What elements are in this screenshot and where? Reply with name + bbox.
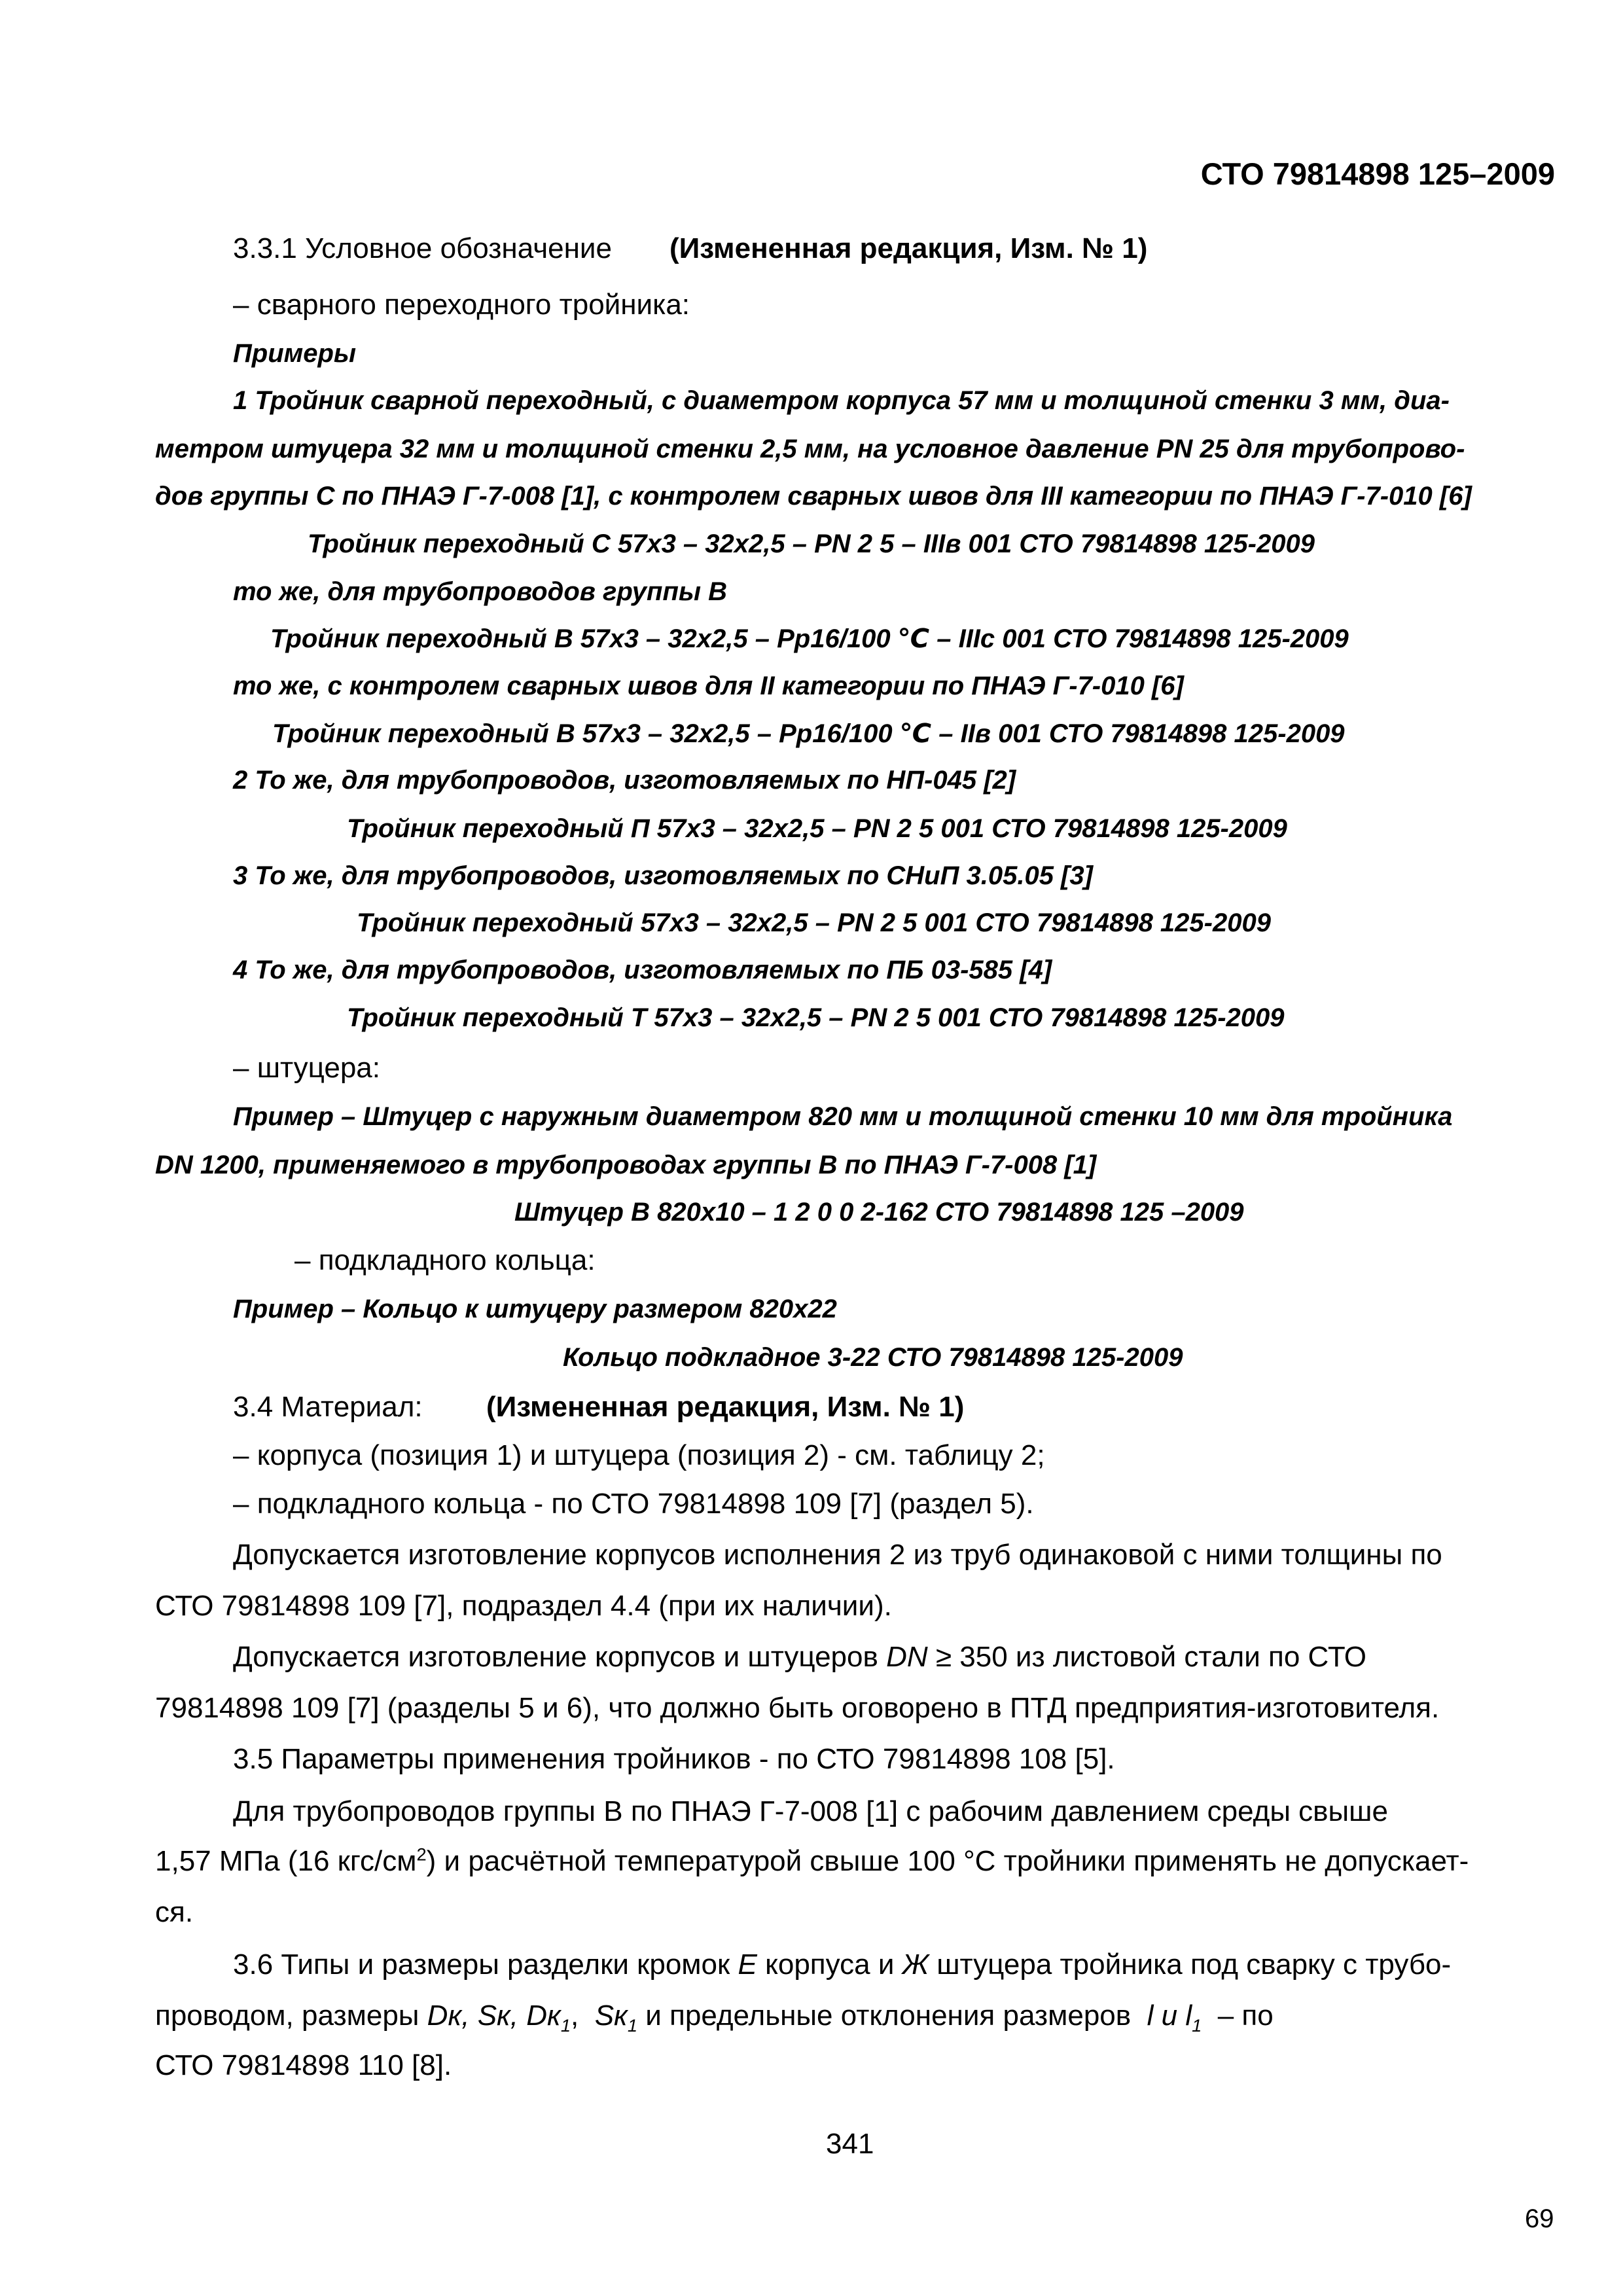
dim-dk: Dк, — [427, 2000, 470, 2032]
document-code: СТО 79814898 125–2009 — [1200, 156, 1555, 191]
material-item-ring: – подкладного кольца - по СТО 79814898 109 [7] (раздел 5). — [233, 1488, 1034, 1520]
designation-5: Тройник переходный 57х3 – 32х2,5 – PN 2 5 001 СТО 79814898 125-2009 — [357, 908, 1271, 937]
material-paragraph-2-line-1 — [233, 1643, 1366, 1672]
example-1-line-2: метром штуцера 32 мм и толщиной стенки 2,5 мм, на условное давление PN 25 для трубопрово- — [155, 435, 1465, 463]
designation-2: Тройник переходный В 57х3 – 32х2,5 – Рр16/100 ℃ – IIIс 001 СТО 79814898 125-2009 — [270, 624, 1349, 653]
subscript: 1 — [627, 2015, 637, 2036]
nozzle-designation: Штуцер В 820х10 – 1 2 0 0 2-162 СТО 79814898 125 –2009 — [514, 1198, 1244, 1227]
section-3-6-line-2 — [155, 2000, 1274, 2036]
text-run: и предельные отклонения размеров — [645, 2000, 1132, 2032]
section-3-4-title: 3.4 Материал: — [233, 1391, 423, 1423]
text-run: штуцера тройника под сварку с трубо- — [936, 1948, 1452, 1981]
material-paragraph-2-line-2: 79814898 109 [7] (разделы 5 и 6), что должно быть оговорено в ПТД предприятия-изготовителя. — [155, 1692, 1440, 1724]
section-3-5-title: 3.5 Параметры применения тройников - по СТО 79814898 108 [5]. — [233, 1743, 1115, 1775]
revision-note: (Измененная редакция, Изм. № 1) — [669, 232, 1148, 264]
edge-e-symbol: Е — [738, 1948, 757, 1981]
designation-1: Тройник переходный С 57х3 – 32х2,5 – PN 2 5 – IIIв 001 СТО 79814898 125-2009 — [308, 529, 1315, 558]
application-paragraph-line-2 — [155, 1844, 1469, 1877]
ring-example: Пример – Кольцо к штуцеру размером 820х22 — [233, 1295, 837, 1323]
application-paragraph-line-3: ся. — [155, 1896, 194, 1928]
text-run: Допускается изготовление корпусов и штуцеров — [233, 1641, 878, 1673]
example-1-line-3: дов группы С по ПНАЭ Г-7-008 [1], с контролем сварных швов для III категории по ПНАЭ Г-7-010 [6] — [155, 482, 1472, 511]
list-item-nozzle: – штуцера: — [233, 1052, 380, 1084]
subscript: 1 — [1192, 2015, 1202, 2036]
dim-dk1: Dк — [526, 2000, 561, 2032]
dim-sk1: Sк — [594, 2000, 628, 2032]
edge-zh-symbol: Ж — [902, 1948, 929, 1981]
same-group-b: то же, для трубопроводов группы В — [233, 577, 728, 606]
text-run: 3.6 Типы и размеры разделки кромок — [233, 1948, 730, 1981]
example-4: 4 То же, для трубопроводов, изготовляемых по ПБ 03-585 [4] — [233, 956, 1052, 984]
text-run: , — [571, 2000, 579, 2032]
dim-l: l — [1147, 2000, 1154, 2032]
section-3-6-line-1 — [233, 1950, 1451, 1979]
material-paragraph-1-line-2: СТО 79814898 109 [7], подраздел 4.4 (при их наличии). — [155, 1590, 892, 1622]
text-run: – по — [1217, 2000, 1274, 2032]
page-number-corner: 69 — [1525, 2204, 1554, 2233]
section-3-3-1-title: 3.3.1 Условное обозначение — [233, 232, 612, 264]
subscript: 1 — [560, 2015, 571, 2036]
example-2: 2 То же, для трубопроводов, изготовляемых по НП-045 [2] — [233, 766, 1016, 795]
text-run: ) и расчётной температурой свыше 100 °С тройники применять не допускает- — [426, 1845, 1469, 1877]
page-number-center: 341 — [826, 2128, 874, 2160]
dn-symbol: DN — [886, 1641, 928, 1673]
nozzle-example-line-1: Пример – Штуцер с наружным диаметром 820 мм и толщиной стенки 10 мм для тройника — [233, 1102, 1453, 1131]
material-paragraph-1-line-1: Допускается изготовление корпусов исполнения 2 из труб одинаковой с ними толщины по — [233, 1539, 1442, 1571]
text-run: корпуса и — [765, 1948, 895, 1981]
revision-note: (Измененная редакция, Изм. № 1) — [486, 1391, 965, 1423]
designation-3: Тройник переходный В 57х3 – 32х2,5 – Рр16/100 ℃ – IIв 001 СТО 79814898 125-2009 — [272, 719, 1345, 748]
example-3: 3 То же, для трубопроводов, изготовляемых по СНиП 3.05.05 [3] — [233, 861, 1093, 890]
material-item-body-nozzle: – корпуса (позиция 1) и штуцера (позиция 2) - см. таблицу 2; — [233, 1439, 1045, 1471]
text-run: ≥ 350 из листовой стали по СТО — [935, 1641, 1366, 1673]
dim-l1: l — [1185, 2000, 1192, 2032]
list-item-backing-ring: – подкладного кольца: — [294, 1244, 596, 1276]
text-run: 1,57 МПа (16 кгс/см — [155, 1845, 417, 1877]
examples-label: Примеры — [233, 339, 357, 368]
superscript: 2 — [416, 1844, 427, 1865]
text-run: проводом, размеры — [155, 2000, 419, 2032]
designation-6: Тройник переходный Т 57х3 – 32х2,5 – PN 2 5 001 СТО 79814898 125-2009 — [347, 1003, 1285, 1032]
section-3-6-line-3: СТО 79814898 110 [8]. — [155, 2049, 452, 2081]
ring-designation: Кольцо подкладное 3-22 СТО 79814898 125-2009 — [563, 1343, 1183, 1372]
conjunction: и — [1161, 2000, 1178, 2032]
same-category-ii: то же, с контролем сварных швов для II категории по ПНАЭ Г-7-010 [6] — [233, 672, 1184, 700]
application-paragraph-line-1: Для трубопроводов группы В по ПНАЭ Г-7-008 [1] с рабочим давлением среды свыше — [233, 1795, 1388, 1827]
nozzle-example-line-2: DN 1200, применяемого в трубопроводах группы В по ПНАЭ Г-7-008 [1] — [155, 1151, 1097, 1179]
designation-4: Тройник переходный П 57х3 – 32х2,5 – PN 2 5 001 СТО 79814898 125-2009 — [347, 814, 1287, 843]
example-1-line-1: 1 Тройник сварной переходный, с диаметром корпуса 57 мм и толщиной стенки 3 мм, диа- — [233, 386, 1450, 415]
list-item-welded-tee: – сварного переходного тройника: — [233, 289, 690, 321]
dim-sk: Sк, — [477, 2000, 519, 2032]
